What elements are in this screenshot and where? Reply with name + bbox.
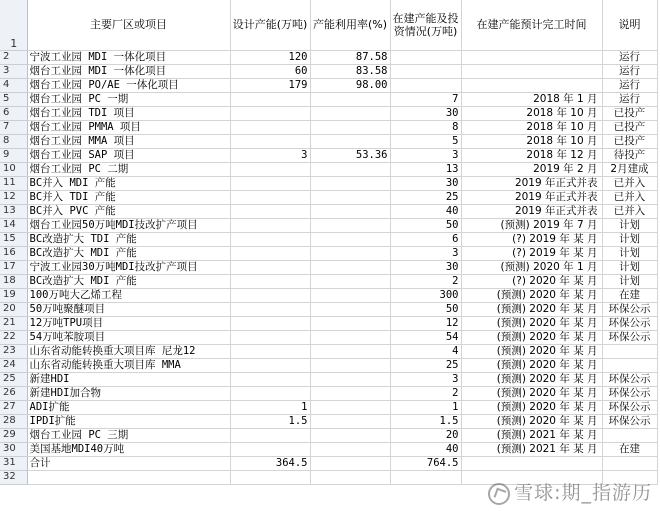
cell-note[interactable]: 环保公示 — [602, 330, 657, 344]
cell-capacity[interactable] — [230, 442, 310, 456]
cell-capacity[interactable]: 364.5 — [230, 456, 310, 470]
cell-completion[interactable]: (预测) 2020 年 某 月 — [461, 414, 602, 428]
cell-completion[interactable]: (预测) 2020 年 1 月 — [461, 260, 602, 274]
row-number[interactable]: 12 — [0, 190, 27, 204]
watermark — [488, 478, 652, 505]
row-number[interactable]: 23 — [0, 344, 27, 358]
row-number[interactable]: 10 — [0, 162, 27, 176]
cell-project[interactable]: 合计 — [27, 456, 230, 470]
cell-utilization[interactable] — [310, 372, 390, 386]
row-number[interactable]: 4 — [0, 78, 27, 92]
table-row — [0, 414, 657, 428]
row-number[interactable]: 6 — [0, 106, 27, 120]
cell-project[interactable]: 宁波工业园30万吨MDI技改扩产项目 — [27, 260, 230, 274]
cell-completion[interactable]: (?) 2019 年 某 月 — [461, 232, 602, 246]
cell-completion[interactable]: (预测) 2020 年 某 月 — [461, 386, 602, 400]
cell-capacity[interactable] — [230, 288, 310, 302]
cell-note[interactable]: 待投产 — [602, 148, 657, 162]
cell-project[interactable]: 烟台工业园 PO/AE 一体化项目 — [27, 78, 230, 92]
cell-capacity[interactable] — [230, 260, 310, 274]
cell-completion[interactable]: (预测) 2021 年 某 月 — [461, 442, 602, 456]
cell-capacity[interactable] — [230, 274, 310, 288]
cell-project[interactable]: 烟台工业园 PC 一期 — [27, 92, 230, 106]
cell-utilization[interactable] — [310, 120, 390, 134]
cell-capacity[interactable]: 120 — [230, 50, 310, 64]
cell-capacity[interactable] — [230, 330, 310, 344]
cell-note[interactable]: 环保公示 — [602, 386, 657, 400]
header-utilization[interactable]: 产能利用率(%) — [310, 0, 390, 50]
cell-project[interactable]: IPDI扩能 — [27, 414, 230, 428]
cell-utilization[interactable] — [310, 260, 390, 274]
cell-utilization[interactable] — [310, 218, 390, 232]
cell-project[interactable]: BC并入 PVC 产能 — [27, 204, 230, 218]
cell-project[interactable]: 烟台工业园 PC 二期 — [27, 162, 230, 176]
cell-note[interactable]: 计划 — [602, 232, 657, 246]
cell-utilization[interactable] — [310, 330, 390, 344]
row-number[interactable]: 5 — [0, 92, 27, 106]
cell-capacity[interactable]: 1 — [230, 400, 310, 414]
row-number[interactable]: 18 — [0, 274, 27, 288]
watermark-text: 雪球:期_指游历 — [514, 482, 652, 504]
header-note[interactable]: 说明 — [602, 0, 657, 50]
row-number[interactable]: 28 — [0, 414, 27, 428]
cell-project[interactable]: 烟台工业园50万吨MDI技改扩产项目 — [27, 218, 230, 232]
cell-capacity[interactable] — [230, 120, 310, 134]
table-row — [0, 232, 657, 246]
cell-capacity[interactable] — [230, 246, 310, 260]
table-row — [0, 456, 657, 470]
cell-capacity[interactable] — [230, 204, 310, 218]
row-number[interactable]: 9 — [0, 148, 27, 162]
cell-project[interactable]: 美国基地MDI40万吨 — [27, 442, 230, 456]
cell-utilization[interactable] — [310, 92, 390, 106]
row-number[interactable]: 16 — [0, 246, 27, 260]
cell-in-progress[interactable]: 1.5 — [390, 414, 461, 428]
row-number[interactable]: 30 — [0, 442, 27, 456]
row-number[interactable]: 2 — [0, 50, 27, 64]
cell-note[interactable]: 在建 — [602, 442, 657, 456]
cell-utilization[interactable] — [310, 288, 390, 302]
cell-utilization[interactable]: 98.00 — [310, 78, 390, 92]
table-row — [0, 288, 657, 302]
cell-completion[interactable]: 2018 年 10 月 — [461, 120, 602, 134]
cell-note[interactable] — [602, 344, 657, 358]
cell-capacity[interactable] — [230, 162, 310, 176]
cell-project[interactable]: 50万吨聚醚项目 — [27, 302, 230, 316]
cell-project[interactable] — [27, 470, 230, 484]
header-in-progress[interactable]: 在建产能及投资情况(万吨) — [390, 0, 461, 50]
cell-note[interactable]: 计划 — [602, 246, 657, 260]
cell-in-progress[interactable]: 300 — [390, 288, 461, 302]
cell-capacity[interactable]: 60 — [230, 64, 310, 78]
cell-completion[interactable]: (预测) 2020 年 某 月 — [461, 316, 602, 330]
cell-utilization[interactable] — [310, 358, 390, 372]
cell-utilization[interactable] — [310, 316, 390, 330]
cell-note[interactable]: 2月建成 — [602, 162, 657, 176]
header-project[interactable]: 主要厂区或项目 — [27, 0, 230, 50]
cell-note[interactable]: 环保公示 — [602, 400, 657, 414]
cell-project[interactable]: BC改造扩大 TDI 产能 — [27, 232, 230, 246]
cell-in-progress[interactable]: 25 — [390, 190, 461, 204]
header-completion[interactable]: 在建产能预计完工时间 — [461, 0, 602, 50]
cell-completion[interactable]: 2018 年 10 月 — [461, 134, 602, 148]
cell-capacity[interactable] — [230, 316, 310, 330]
row-number[interactable]: 21 — [0, 316, 27, 330]
cell-in-progress[interactable]: 2 — [390, 274, 461, 288]
cell-note[interactable]: 运行 — [602, 50, 657, 64]
cell-note[interactable]: 运行 — [602, 92, 657, 106]
cell-completion[interactable]: 2019 年正式并表 — [461, 190, 602, 204]
cell-capacity[interactable] — [230, 134, 310, 148]
cell-in-progress[interactable]: 764.5 — [390, 456, 461, 470]
table-row — [0, 246, 657, 260]
cell-note[interactable]: 已投产 — [602, 120, 657, 134]
cell-capacity[interactable] — [230, 176, 310, 190]
cell-in-progress[interactable]: 3 — [390, 372, 461, 386]
cell-completion[interactable]: (预测) 2020 年 某 月 — [461, 288, 602, 302]
cell-in-progress[interactable] — [390, 470, 461, 484]
cell-capacity[interactable] — [230, 302, 310, 316]
cell-completion[interactable]: 2018 年 10 月 — [461, 106, 602, 120]
cell-note[interactable]: 环保公示 — [602, 316, 657, 330]
cell-note[interactable] — [602, 456, 657, 470]
cell-in-progress[interactable] — [390, 50, 461, 64]
cell-note[interactable]: 已并入 — [602, 204, 657, 218]
cell-completion[interactable]: 2019 年正式并表 — [461, 176, 602, 190]
cell-note[interactable] — [602, 428, 657, 442]
table-row — [0, 372, 657, 386]
cell-project[interactable]: 新建HDI — [27, 372, 230, 386]
cell-capacity[interactable] — [230, 428, 310, 442]
cell-project[interactable]: 烟台工业园 SAP 项目 — [27, 148, 230, 162]
cell-in-progress[interactable]: 4 — [390, 344, 461, 358]
table-row — [0, 344, 657, 358]
cell-completion[interactable]: 2018 年 1 月 — [461, 92, 602, 106]
table-row — [0, 176, 657, 190]
cell-completion[interactable]: (?) 2020 年 某 月 — [461, 274, 602, 288]
cell-project[interactable]: 山东省动能转换重大项目库 MMA — [27, 358, 230, 372]
cell-completion[interactable]: (预测) 2021 年 某 月 — [461, 428, 602, 442]
table-row — [0, 190, 657, 204]
cell-in-progress[interactable]: 50 — [390, 218, 461, 232]
table-row — [0, 428, 657, 442]
cell-project[interactable]: BC并入 MDI 产能 — [27, 176, 230, 190]
cell-utilization[interactable] — [310, 344, 390, 358]
table-row — [0, 330, 657, 344]
cell-completion[interactable]: 2018 年 12 月 — [461, 148, 602, 162]
cell-utilization[interactable]: 87.58 — [310, 50, 390, 64]
cell-capacity[interactable] — [230, 232, 310, 246]
cell-utilization[interactable] — [310, 414, 390, 428]
cell-note[interactable]: 环保公示 — [602, 372, 657, 386]
row-number[interactable]: 11 — [0, 176, 27, 190]
table-row — [0, 64, 657, 78]
row-number[interactable]: 31 — [0, 456, 27, 470]
table-row — [0, 134, 657, 148]
row-number[interactable]: 24 — [0, 358, 27, 372]
cell-capacity[interactable] — [230, 218, 310, 232]
cell-utilization[interactable] — [310, 190, 390, 204]
row-number[interactable]: 8 — [0, 134, 27, 148]
cell-in-progress[interactable]: 2 — [390, 386, 461, 400]
cell-utilization[interactable] — [310, 106, 390, 120]
cell-in-progress[interactable]: 12 — [390, 316, 461, 330]
cell-project[interactable]: BC改造扩大 MDI 产能 — [27, 246, 230, 260]
cell-capacity[interactable] — [230, 344, 310, 358]
cell-utilization[interactable] — [310, 274, 390, 288]
cell-capacity[interactable] — [230, 106, 310, 120]
row-number[interactable]: 26 — [0, 386, 27, 400]
row-number[interactable]: 27 — [0, 400, 27, 414]
cell-in-progress[interactable]: 50 — [390, 302, 461, 316]
table-row — [0, 204, 657, 218]
table-row — [0, 162, 657, 176]
cell-project[interactable]: 12万吨TPU项目 — [27, 316, 230, 330]
table-row — [0, 218, 657, 232]
cell-in-progress[interactable]: 40 — [390, 442, 461, 456]
cell-note[interactable]: 计划 — [602, 260, 657, 274]
cell-note[interactable]: 运行 — [602, 78, 657, 92]
cell-in-progress[interactable]: 6 — [390, 232, 461, 246]
cell-capacity[interactable] — [230, 470, 310, 484]
cell-capacity[interactable]: 1.5 — [230, 414, 310, 428]
cell-note[interactable]: 计划 — [602, 218, 657, 232]
row-number[interactable]: 15 — [0, 232, 27, 246]
cell-completion[interactable] — [461, 456, 602, 470]
table-row — [0, 92, 657, 106]
cell-note[interactable]: 已并入 — [602, 190, 657, 204]
cell-note[interactable]: 环保公示 — [602, 414, 657, 428]
cell-in-progress[interactable]: 3 — [390, 148, 461, 162]
cell-in-progress[interactable]: 8 — [390, 120, 461, 134]
cell-utilization[interactable] — [310, 302, 390, 316]
cell-in-progress[interactable]: 40 — [390, 204, 461, 218]
row-number[interactable]: 32 — [0, 470, 27, 484]
cell-utilization[interactable] — [310, 456, 390, 470]
cell-utilization[interactable] — [310, 162, 390, 176]
row-number[interactable]: 1 — [0, 0, 27, 50]
cell-project[interactable]: 54万吨苯胺项目 — [27, 330, 230, 344]
cell-capacity[interactable]: 179 — [230, 78, 310, 92]
cell-in-progress[interactable]: 7 — [390, 92, 461, 106]
cell-utilization[interactable] — [310, 246, 390, 260]
cell-note[interactable]: 已投产 — [602, 106, 657, 120]
cell-completion[interactable]: (?) 2019 年 某 月 — [461, 246, 602, 260]
table-row — [0, 316, 657, 330]
cell-capacity[interactable] — [230, 386, 310, 400]
cell-capacity[interactable]: 3 — [230, 148, 310, 162]
table-row — [0, 386, 657, 400]
header-row — [0, 0, 657, 50]
table-row — [0, 442, 657, 456]
row-number[interactable]: 7 — [0, 120, 27, 134]
cell-in-progress[interactable] — [390, 78, 461, 92]
cell-capacity[interactable] — [230, 190, 310, 204]
cell-completion[interactable]: (预测) 2020 年 某 月 — [461, 400, 602, 414]
cell-project[interactable]: 山东省动能转换重大项目库 尼龙12 — [27, 344, 230, 358]
cell-utilization[interactable] — [310, 442, 390, 456]
table-row — [0, 148, 657, 162]
cell-project[interactable]: 宁波工业园 MDI 一体化项目 — [27, 50, 230, 64]
cell-completion[interactable]: 2019 年正式并表 — [461, 204, 602, 218]
cell-in-progress[interactable] — [390, 64, 461, 78]
cell-in-progress[interactable]: 25 — [390, 358, 461, 372]
row-number[interactable]: 17 — [0, 260, 27, 274]
cell-note[interactable]: 环保公示 — [602, 302, 657, 316]
row-number[interactable]: 19 — [0, 288, 27, 302]
cell-note[interactable]: 计划 — [602, 274, 657, 288]
cell-in-progress[interactable]: 30 — [390, 106, 461, 120]
cell-in-progress[interactable]: 13 — [390, 162, 461, 176]
table-row — [0, 302, 657, 316]
cell-utilization[interactable] — [310, 386, 390, 400]
cell-completion[interactable] — [461, 64, 602, 78]
cell-completion[interactable]: (预测) 2020 年 某 月 — [461, 358, 602, 372]
cell-utilization[interactable] — [310, 232, 390, 246]
cell-in-progress[interactable]: 54 — [390, 330, 461, 344]
row-number[interactable]: 22 — [0, 330, 27, 344]
cell-project[interactable]: 100万吨大乙烯工程 — [27, 288, 230, 302]
cell-completion[interactable]: (预测) 2020 年 某 月 — [461, 302, 602, 316]
cell-project[interactable]: 烟台工业园 PMMA 项目 — [27, 120, 230, 134]
cell-note[interactable] — [602, 358, 657, 372]
cell-capacity[interactable] — [230, 372, 310, 386]
header-capacity[interactable]: 设计产能(万吨) — [230, 0, 310, 50]
cell-project[interactable]: ADI扩能 — [27, 400, 230, 414]
row-number[interactable]: 13 — [0, 204, 27, 218]
cell-in-progress[interactable]: 1 — [390, 400, 461, 414]
table-row — [0, 50, 657, 64]
cell-completion[interactable]: (预测) 2020 年 某 月 — [461, 330, 602, 344]
cell-completion[interactable]: (预测) 2019 年 7 月 — [461, 218, 602, 232]
cell-in-progress[interactable]: 3 — [390, 246, 461, 260]
row-number[interactable]: 29 — [0, 428, 27, 442]
cell-note[interactable]: 已并入 — [602, 176, 657, 190]
row-number[interactable]: 20 — [0, 302, 27, 316]
cell-capacity[interactable] — [230, 92, 310, 106]
row-number[interactable]: 25 — [0, 372, 27, 386]
cell-capacity[interactable] — [230, 358, 310, 372]
cell-utilization[interactable]: 83.58 — [310, 64, 390, 78]
row-number[interactable]: 14 — [0, 218, 27, 232]
table-row — [0, 120, 657, 134]
table-row — [0, 358, 657, 372]
cell-project[interactable]: BC改造扩大 MDI 产能 — [27, 274, 230, 288]
cell-utilization[interactable] — [310, 204, 390, 218]
cell-project[interactable]: BC并入 TDI 产能 — [27, 190, 230, 204]
table-row — [0, 274, 657, 288]
cell-utilization[interactable] — [310, 134, 390, 148]
cell-completion[interactable]: (预测) 2020 年 某 月 — [461, 344, 602, 358]
cell-utilization[interactable] — [310, 400, 390, 414]
cell-project[interactable]: 烟台工业园 MDI 一体化项目 — [27, 64, 230, 78]
cell-note[interactable]: 运行 — [602, 64, 657, 78]
cell-note[interactable]: 在建 — [602, 288, 657, 302]
cell-completion[interactable] — [461, 78, 602, 92]
cell-in-progress[interactable]: 5 — [390, 134, 461, 148]
xueqiu-logo-icon — [488, 483, 510, 505]
table-row — [0, 260, 657, 274]
table-row — [0, 78, 657, 92]
cell-utilization[interactable] — [310, 428, 390, 442]
cell-in-progress[interactable]: 20 — [390, 428, 461, 442]
table-row — [0, 106, 657, 120]
cell-project[interactable]: 新建HDI加合物 — [27, 386, 230, 400]
cell-project[interactable]: 烟台工业园 MMA 项目 — [27, 134, 230, 148]
cell-completion[interactable] — [461, 50, 602, 64]
row-number[interactable]: 3 — [0, 64, 27, 78]
cell-utilization[interactable] — [310, 176, 390, 190]
cell-in-progress[interactable]: 30 — [390, 176, 461, 190]
table-row — [0, 400, 657, 414]
cell-completion[interactable]: (预测) 2020 年 某 月 — [461, 372, 602, 386]
cell-utilization[interactable]: 53.36 — [310, 148, 390, 162]
cell-project[interactable]: 烟台工业园 TDI 项目 — [27, 106, 230, 120]
cell-note[interactable]: 已投产 — [602, 134, 657, 148]
cell-in-progress[interactable]: 30 — [390, 260, 461, 274]
cell-utilization[interactable] — [310, 470, 390, 484]
cell-completion[interactable]: 2019 年 2 月 — [461, 162, 602, 176]
cell-project[interactable]: 烟台工业园 PC 三期 — [27, 428, 230, 442]
